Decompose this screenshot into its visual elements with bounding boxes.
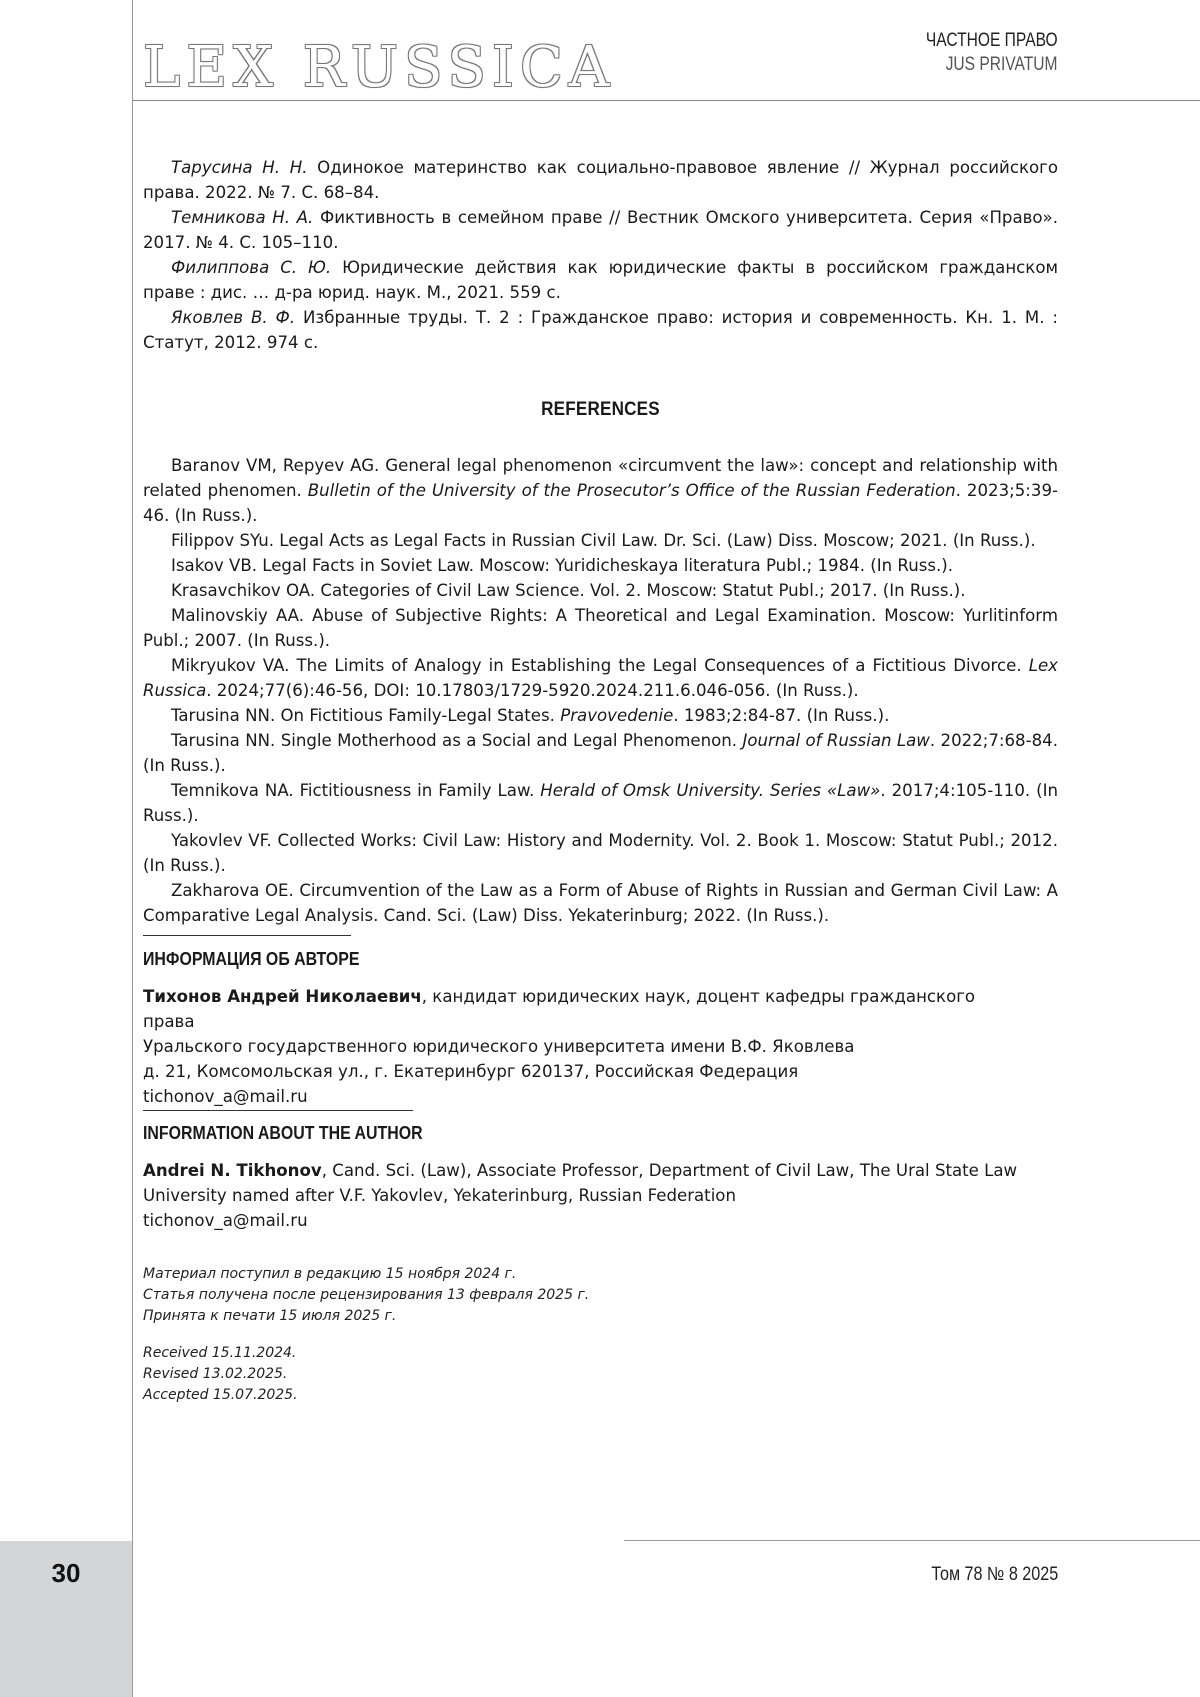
reference-item: Baranov VM, Repyev AG. General legal phenomenon «circumvent the law»: concept and relationship with related phenomen. Bulletin of the University of the Prosecutor’s Office of the Russian Federation. 2023;5:39-46. (In Russ.).	[143, 456, 1058, 525]
bib-text: Фиктивность в семейном праве // Вестник Омского университета. Серия «Право». 2017. № 4. С. 105–110.	[143, 208, 1058, 252]
reference-item: Tarusina NN. On Fictitious Family-Legal States. Pravovedenie. 1983;2:84-87. (In Russ.).	[171, 706, 890, 725]
author-affiliation-en: University named after V.F. Yakovlev, Yekaterinburg, Russian Federation	[143, 1186, 736, 1205]
issue-info: Том 78 № 8 2025	[931, 1564, 1058, 1585]
page-number: 30	[51, 1558, 81, 1588]
author-name-ru: Тихонов Андрей Николаевич	[143, 987, 422, 1006]
author-email-en[interactable]: tichonov_a@mail.ru	[143, 1211, 308, 1230]
author-email-ru[interactable]: tichonov_a@mail.ru	[143, 1087, 308, 1106]
section-title-en: JUS PRIVATUM	[946, 54, 1058, 75]
author-position-ru: , кандидат юридических наук, доцент кафедры гражданского права	[143, 987, 976, 1031]
reference-item: Isakov VB. Legal Facts in Soviet Law. Moscow: Yuridicheskaya literatura Publ.; 1984. (In Russ.).	[171, 556, 954, 575]
bib-entry	[143, 305, 1058, 355]
date-revised-en: Revised 13.02.2025.	[143, 1366, 288, 1382]
bib-text: Избранные труды. Т. 2 : Гражданское право: история и современность. Кн. 1. М. : Статут, 2012. 974 с.	[143, 308, 1058, 352]
date-revised-ru: Статья получена после рецензирования 13 февраля 2025 г.	[143, 1287, 590, 1303]
date-accepted-ru: Принята к печати 15 июля 2025 г.	[143, 1308, 397, 1324]
bib-text: Юридические действия как юридические факты в российском гражданском праве : дис. … д-ра юрид. наук. М., 2021. 559 с.	[143, 258, 1058, 302]
author-info-en	[143, 1158, 1023, 1233]
bib-author: Тарусина Н. Н.	[171, 158, 308, 177]
author-ru-rule	[143, 935, 351, 936]
dates-en	[143, 1343, 298, 1406]
author-address-ru: д. 21, Комсомольская ул., г. Екатеринбург 620137, Российская Федерация	[143, 1062, 799, 1081]
author-info-heading-en: INFORMATION ABOUT THE AUTHOR	[143, 1122, 423, 1143]
author-name-en: Andrei N. Tikhonov	[143, 1161, 322, 1180]
author-affiliation-ru: Уральского государственного юридического университета имени В.Ф. Яковлева	[143, 1037, 855, 1056]
reference-item: Filippov SYu. Legal Acts as Legal Facts in Russian Civil Law. Dr. Sci. (Law) Diss. Moscow; 2021. (In Russ.).	[171, 531, 1036, 550]
left-margin-bar	[0, 0, 133, 1697]
date-accepted-en: Accepted 15.07.2025.	[143, 1387, 298, 1403]
bib-author: Темникова Н. А.	[171, 208, 314, 227]
author-info-ru	[143, 984, 1023, 1109]
bib-author: Яковлев В. Ф.	[171, 308, 296, 327]
header-divider	[132, 100, 1200, 101]
dates-ru	[143, 1264, 589, 1327]
references-list	[143, 453, 1058, 928]
date-received-ru: Материал поступил в редакцию 15 ноября 2024 г.	[143, 1266, 517, 1282]
author-en-rule	[143, 1110, 413, 1111]
date-received-en: Received 15.11.2024.	[143, 1345, 297, 1361]
journal-logo: LEX RUSSICA	[143, 35, 616, 100]
reference-item: Krasavchikov OA. Categories of Civil Law Science. Vol. 2. Moscow: Statut Publ.; 2017. (In Russ.).	[171, 581, 966, 600]
references-heading: REFERENCES	[541, 399, 660, 420]
reference-item: Zakharova OE. Circumvention of the Law as a Form of Abuse of Rights in Russian and German Civil Law: A Comparative Legal Analysis. Cand. Sci. (Law) Diss. Yekaterinburg; 2022. (In Russ.).	[143, 881, 1058, 925]
author-position-en: , Cand. Sci. (Law), Associate Professor, Department of Civil Law, The Ural State Law	[321, 1161, 1018, 1180]
bib-author: Филиппова С. Ю.	[171, 258, 332, 277]
bib-text: Одинокое материнство как социально-правовое явление // Журнал российского права. 2022. № 7. С. 68–84.	[143, 158, 1058, 202]
bib-entry	[143, 205, 1058, 255]
reference-item: Mikryukov VA. The Limits of Analogy in Establishing the Legal Consequences of a Fictitious Divorce. Lex Russica. 2024;77(6):46-56, DOI: 10.17803/1729-5920.2024.211.6.046-056. (In Russ.).	[143, 656, 1058, 700]
reference-item: Yakovlev VF. Collected Works: Civil Law: History and Modernity. Vol. 2. Book 1. Moscow: Statut Publ.; 2012. (In Russ.).	[143, 831, 1058, 875]
bib-entry	[143, 155, 1058, 205]
bibliography-ru	[143, 155, 1058, 355]
section-title-ru: ЧАСТНОЕ ПРАВО	[926, 30, 1058, 51]
author-info-heading-ru: ИНФОРМАЦИЯ ОБ АВТОРЕ	[143, 948, 360, 969]
footer-divider	[624, 1540, 1200, 1541]
reference-item: Tarusina NN. Single Motherhood as a Social and Legal Phenomenon. Journal of Russian Law. 2022;7:68-84. (In Russ.).	[143, 731, 1058, 775]
reference-item: Malinovskiy AA. Abuse of Subjective Rights: A Theoretical and Legal Examination. Moscow: Yurlitinform Publ.; 2007. (In Russ.).	[143, 606, 1058, 650]
reference-item: Temnikova NA. Fictitiousness in Family Law. Herald of Omsk University. Series «Law». 2017;4:105-110. (In Russ.).	[143, 781, 1059, 825]
bib-entry	[143, 255, 1058, 305]
